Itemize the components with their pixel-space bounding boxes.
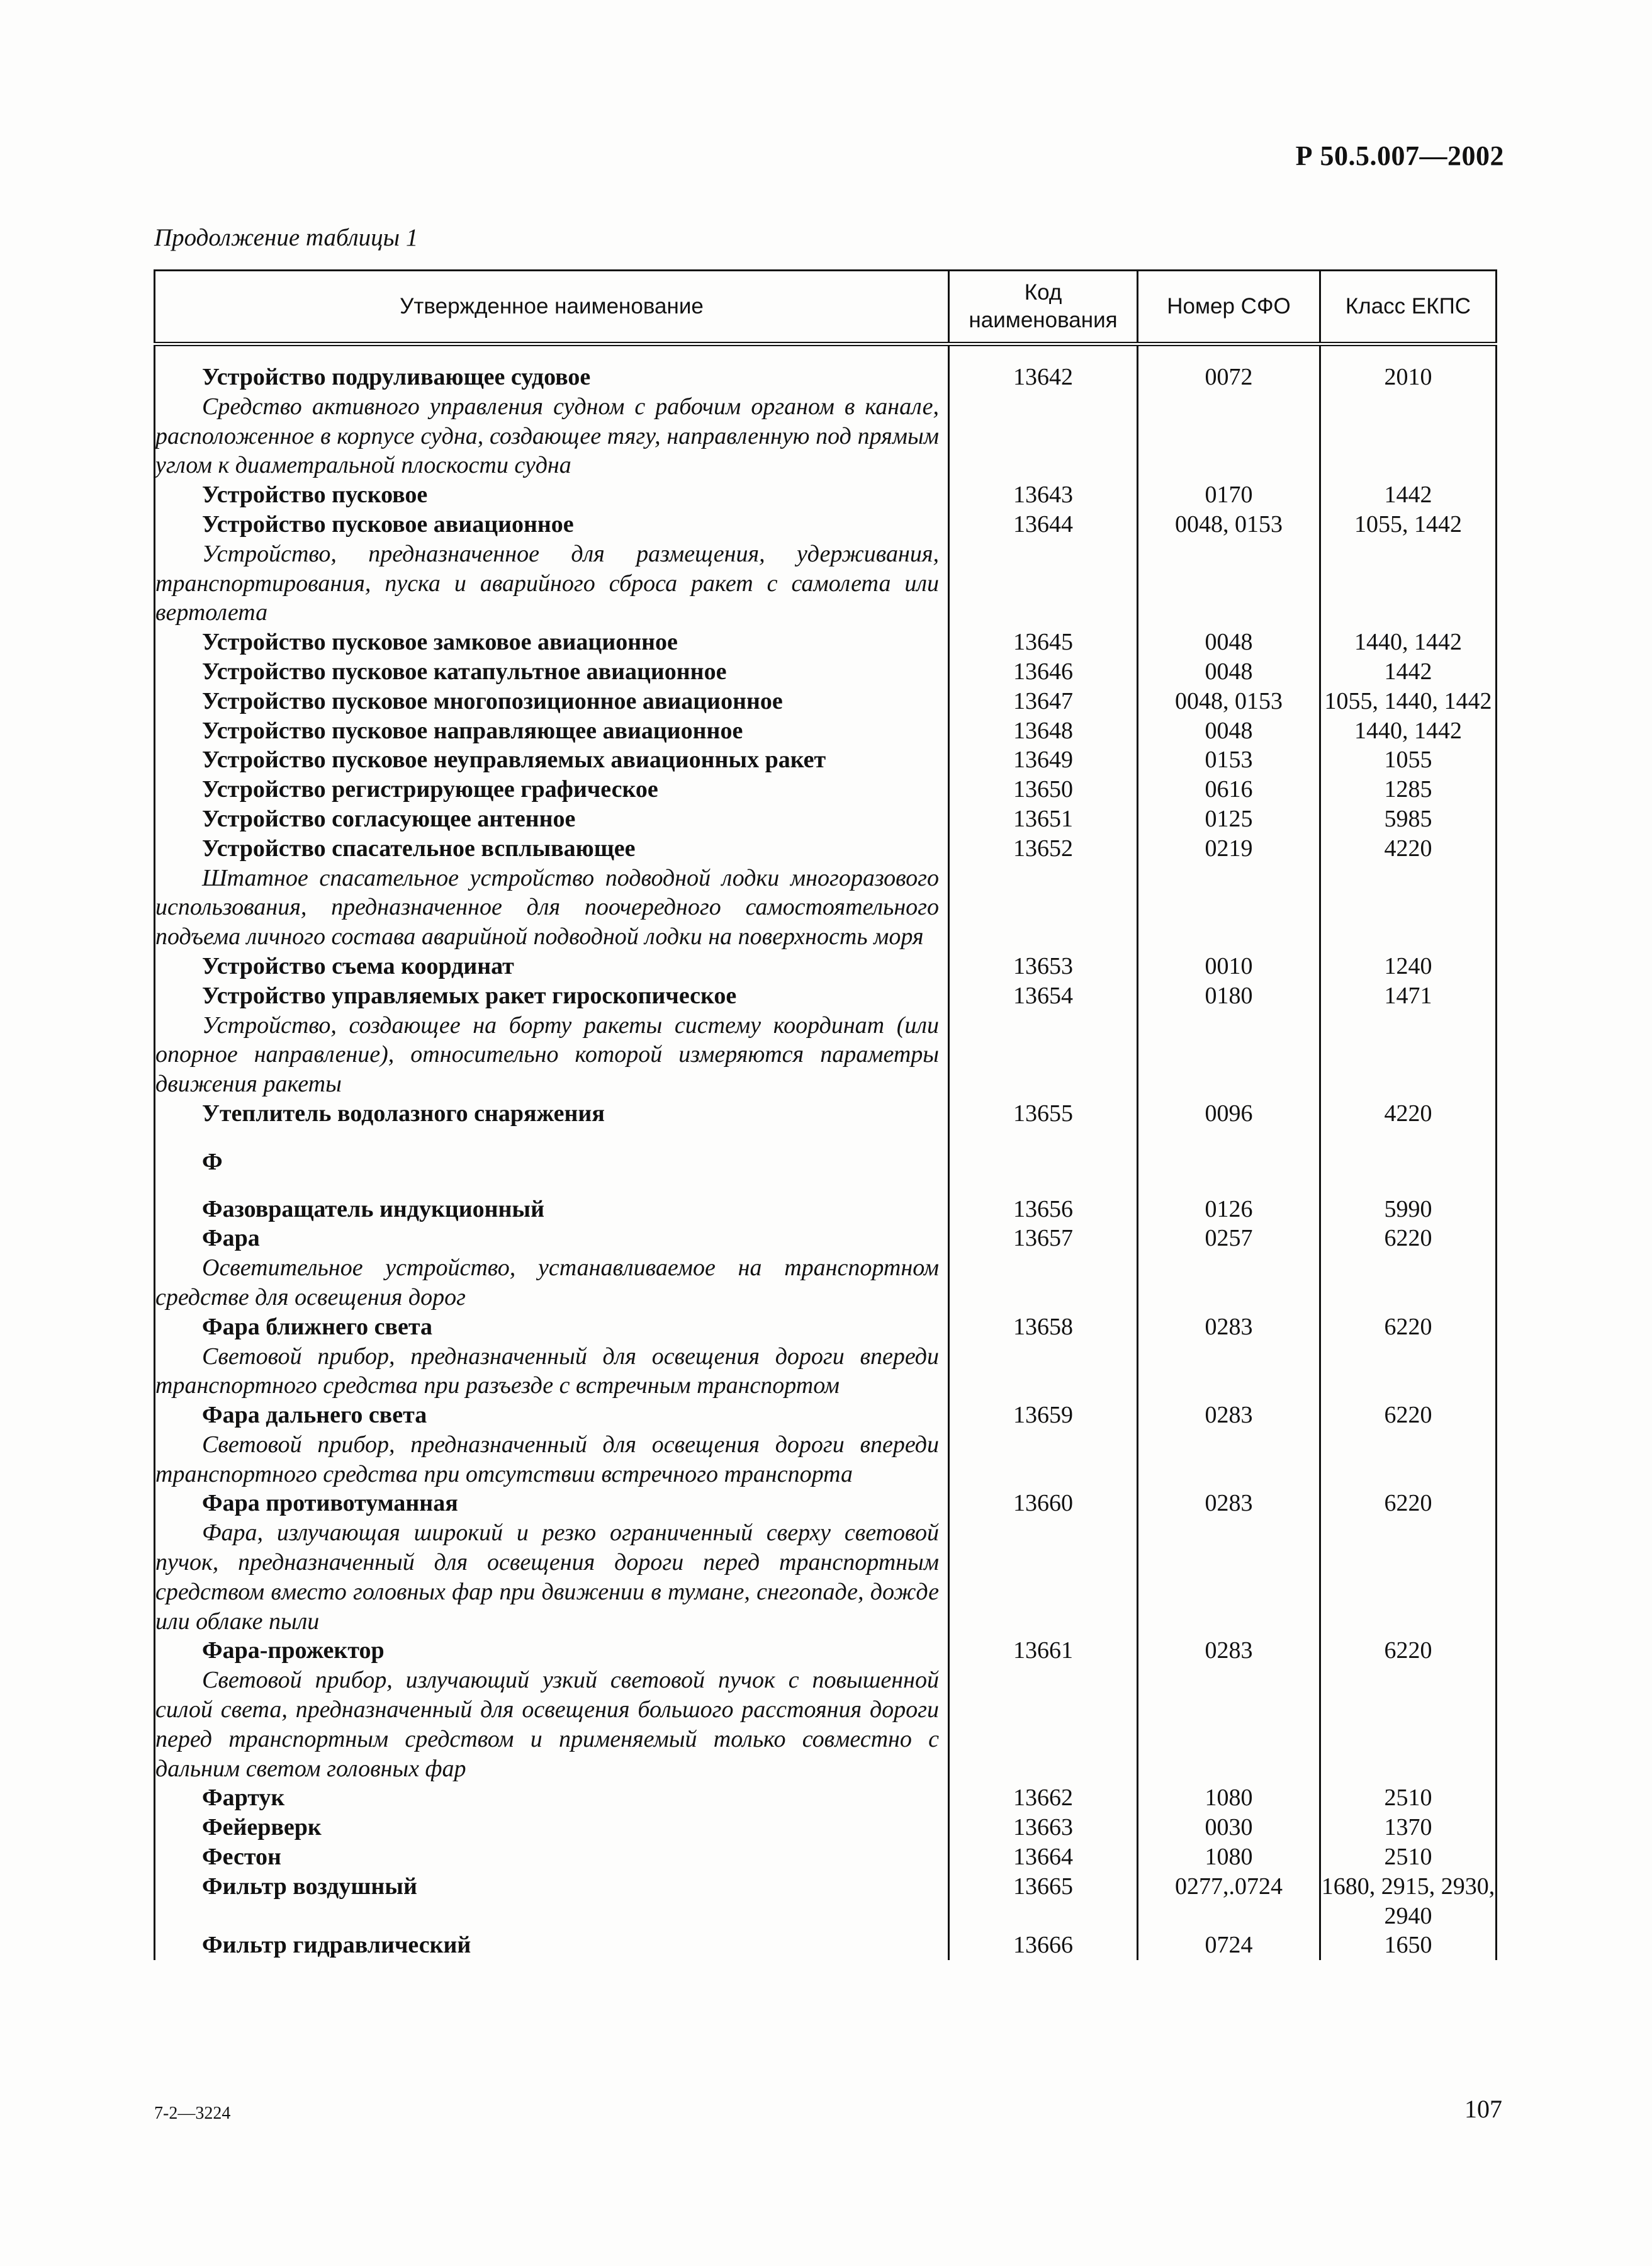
ekps-cell: 5985 xyxy=(1320,804,1497,834)
term-name: Фара дальнего света xyxy=(202,1402,427,1429)
code-cell: 13647 xyxy=(949,687,1138,716)
term-name: Фара противотуманная xyxy=(202,1490,458,1517)
code-cell: 13642 xyxy=(949,344,1138,481)
code-cell: 13666 xyxy=(949,1931,1138,1960)
ekps-cell: 1442 xyxy=(1320,657,1497,687)
code-cell: 13655 xyxy=(949,1099,1138,1129)
code-cell: 13658 xyxy=(949,1312,1138,1401)
term-cell xyxy=(155,1872,949,1931)
ekps-cell: 2510 xyxy=(1320,1783,1497,1813)
column-header-ekps: Класс ЕКПС xyxy=(1320,271,1497,344)
term-cell xyxy=(155,804,949,834)
table-row xyxy=(155,1636,1497,1783)
code-cell: 13648 xyxy=(949,716,1138,746)
ekps-cell: 6220 xyxy=(1320,1224,1497,1312)
table-row xyxy=(155,1842,1497,1872)
sfo-cell: 0170 xyxy=(1138,480,1320,510)
term-cell xyxy=(155,1813,949,1842)
code-cell: 13660 xyxy=(949,1489,1138,1636)
sfo-cell: 0126 xyxy=(1138,1195,1320,1224)
ekps-cell: 6220 xyxy=(1320,1312,1497,1401)
term-name: Устройство пусковое направляющее авиационное xyxy=(202,717,743,744)
ekps-cell: 1650 xyxy=(1320,1931,1497,1960)
sfo-cell: 0096 xyxy=(1138,1099,1320,1129)
term-definition: Световой прибор, излучающий узкий световой пучок с повышенной силой света, предназначенный для освещения большого расстояния дороги перед транспортным средством и применяемый только совместно с дальним светом головных фар xyxy=(155,1667,939,1782)
code-cell: 13643 xyxy=(949,480,1138,510)
term-cell xyxy=(155,657,949,687)
term-name: Фейерверк xyxy=(202,1814,322,1841)
print-code: 7-2—3224 xyxy=(154,2104,231,2123)
term-cell xyxy=(155,1636,949,1783)
section-letter: Ф xyxy=(202,1148,223,1175)
ekps-cell: 1442 xyxy=(1320,480,1497,510)
ekps-cell: 1680, 2915, 2930, 2940 xyxy=(1320,1872,1497,1931)
term-name: Фара-прожектор xyxy=(202,1637,385,1664)
sfo-cell: 1080 xyxy=(1138,1783,1320,1813)
sfo-cell: 0724 xyxy=(1138,1931,1320,1960)
code-cell: 13649 xyxy=(949,745,1138,775)
code-cell: 13656 xyxy=(949,1195,1138,1224)
table-row xyxy=(155,981,1497,1099)
ekps-cell: 4220 xyxy=(1320,834,1497,952)
table-row xyxy=(155,628,1497,657)
term-name: Устройство пусковое замковое авиационное xyxy=(202,629,678,656)
table-row xyxy=(155,745,1497,775)
table-body xyxy=(155,344,1497,1961)
term-name: Фильтр гидравлический xyxy=(202,1932,471,1959)
term-name: Устройство управляемых ракет гироскопическое xyxy=(202,982,737,1009)
code-cell: 13653 xyxy=(949,952,1138,981)
code-cell: 13650 xyxy=(949,775,1138,804)
table-row xyxy=(155,1813,1497,1842)
document-id: Р 50.5.007—2002 xyxy=(1295,140,1504,171)
term-name: Устройство пусковое авиационное xyxy=(202,510,574,538)
table-row xyxy=(155,1224,1497,1312)
ekps-cell: 5990 xyxy=(1320,1195,1497,1224)
code-cell: 13654 xyxy=(949,981,1138,1099)
table-caption: Продолжение таблицы 1 xyxy=(154,224,419,251)
term-cell xyxy=(155,1489,949,1636)
term-cell xyxy=(155,775,949,804)
code-cell: 13662 xyxy=(949,1783,1138,1813)
page-number: 107 xyxy=(1464,2095,1502,2123)
term-name: Фара xyxy=(202,1225,260,1252)
ekps-cell: 2510 xyxy=(1320,1842,1497,1872)
ekps-cell: 4220 xyxy=(1320,1099,1497,1129)
sfo-cell: 0283 xyxy=(1138,1636,1320,1783)
term-cell xyxy=(155,1842,949,1872)
table-row xyxy=(155,480,1497,510)
term-definition: Световой прибор, предназначенный для освещения дороги впереди транспортного средства при разъезде с встречным транспортом xyxy=(155,1343,939,1399)
ekps-cell: 2010 xyxy=(1320,344,1497,481)
term-name: Устройство спасательное всплывающее xyxy=(202,835,636,862)
table-row xyxy=(155,510,1497,628)
table-row xyxy=(155,1099,1497,1129)
term-name: Устройство съема координат xyxy=(202,952,514,979)
code-cell: 13663 xyxy=(949,1813,1138,1842)
table-header-row xyxy=(155,271,1497,344)
code-cell: 13657 xyxy=(949,1224,1138,1312)
code-cell: 13652 xyxy=(949,834,1138,952)
sfo-cell: 0030 xyxy=(1138,1813,1320,1842)
table-row xyxy=(155,687,1497,716)
term-cell xyxy=(155,1224,949,1312)
term-cell xyxy=(155,1783,949,1813)
term-name: Устройство подруливающее судовое xyxy=(202,364,591,390)
sfo-cell: 0072 xyxy=(1138,344,1320,481)
sfo-cell: 0048 xyxy=(1138,628,1320,657)
term-cell xyxy=(155,1931,949,1960)
term-name: Устройство пусковое xyxy=(202,482,428,509)
column-header-sfo: Номер СФО xyxy=(1138,271,1320,344)
term-cell xyxy=(155,745,949,775)
term-definition: Устройство, создающее на борту ракеты систему координат (или опорное направление), относительно которой измеряются параметры движения ракеты xyxy=(155,1012,939,1098)
term-cell xyxy=(155,1312,949,1401)
sfo-cell: 0125 xyxy=(1138,804,1320,834)
term-cell xyxy=(155,344,949,481)
ekps-cell: 1440, 1442 xyxy=(1320,716,1497,746)
sfo-cell: 0616 xyxy=(1138,775,1320,804)
term-cell xyxy=(155,981,949,1099)
term-definition: Средство активного управления судном с рабочим органом в канале, расположенное в корпусе судна, создающее тягу, направленную под прямым углом к диаметральной плоскости судна xyxy=(155,393,939,479)
ekps-cell: 1055 xyxy=(1320,745,1497,775)
code-cell: 13659 xyxy=(949,1401,1138,1489)
sfo-cell: 0277,.0724 xyxy=(1138,1872,1320,1931)
section-letter-row xyxy=(155,1129,1497,1195)
term-cell xyxy=(155,510,949,628)
ekps-cell: 1055, 1442 xyxy=(1320,510,1497,628)
table-row xyxy=(155,1312,1497,1401)
ekps-cell: 1055, 1440, 1442 xyxy=(1320,687,1497,716)
table-row xyxy=(155,1931,1497,1960)
term-name: Устройство согласующее антенное xyxy=(202,805,576,832)
term-definition: Осветительное устройство, устанавливаемое на транспортном средстве для освещения дорог xyxy=(155,1254,939,1311)
term-name: Устройство пусковое неуправляемых авиационных ракет xyxy=(202,747,826,774)
ekps-cell: 1240 xyxy=(1320,952,1497,981)
sfo-cell: 0180 xyxy=(1138,981,1320,1099)
sfo-cell: 0048, 0153 xyxy=(1138,687,1320,716)
ekps-cell: 6220 xyxy=(1320,1636,1497,1783)
code-cell: 13651 xyxy=(949,804,1138,834)
term-name: Фильтр воздушный xyxy=(202,1873,417,1900)
term-cell xyxy=(155,480,949,510)
term-cell xyxy=(155,1195,949,1224)
table-row xyxy=(155,344,1497,481)
code-cell: 13665 xyxy=(949,1872,1138,1931)
empty-cell xyxy=(1320,1129,1497,1195)
sfo-cell: 0010 xyxy=(1138,952,1320,981)
table-row xyxy=(155,1783,1497,1813)
term-name: Устройство регистрирующее графическое xyxy=(202,776,658,803)
sfo-cell: 0048 xyxy=(1138,716,1320,746)
ekps-cell: 6220 xyxy=(1320,1489,1497,1636)
code-cell: 13644 xyxy=(949,510,1138,628)
empty-cell xyxy=(1138,1129,1320,1195)
terms-table xyxy=(154,269,1497,1960)
term-cell xyxy=(155,1099,949,1129)
column-header-code: Код наименования xyxy=(949,271,1138,344)
term-name: Фестон xyxy=(202,1844,281,1871)
table-row xyxy=(155,834,1497,952)
table-row xyxy=(155,1872,1497,1931)
code-cell: 13664 xyxy=(949,1842,1138,1872)
ekps-cell: 1471 xyxy=(1320,981,1497,1099)
sfo-cell: 0153 xyxy=(1138,745,1320,775)
table-row xyxy=(155,952,1497,981)
sfo-cell: 0283 xyxy=(1138,1401,1320,1489)
sfo-cell: 0283 xyxy=(1138,1489,1320,1636)
table-row xyxy=(155,657,1497,687)
term-definition: Штатное спасательное устройство подводной лодки многоразового использования, предназначенное для поочередного самостоятельного подъема личного состава аварийной подводной лодки на поверхность моря xyxy=(155,864,939,950)
term-definition: Фара, излучающая широкий и резко ограниченный сверху световой пучок, предназначенный для освещения дороги перед транспортным средством вместо головных фар при движении в тумане, снегопаде, дожде или облаке пыли xyxy=(155,1519,939,1635)
ekps-cell: 1370 xyxy=(1320,1813,1497,1842)
sfo-cell: 0257 xyxy=(1138,1224,1320,1312)
term-name: Утеплитель водолазного снаряжения xyxy=(202,1100,605,1127)
code-cell: 13646 xyxy=(949,657,1138,687)
term-name: Устройство пусковое многопозиционное авиационное xyxy=(202,687,783,714)
table-row xyxy=(155,1489,1497,1636)
table-row xyxy=(155,716,1497,746)
term-cell xyxy=(155,716,949,746)
sfo-cell: 0048, 0153 xyxy=(1138,510,1320,628)
empty-cell xyxy=(949,1129,1138,1195)
term-name: Фара ближнего света xyxy=(202,1313,433,1340)
term-name: Фазовращатель индукционный xyxy=(202,1195,544,1222)
sfo-cell: 0283 xyxy=(1138,1312,1320,1401)
sfo-cell: 0219 xyxy=(1138,834,1320,952)
term-name: Фартук xyxy=(202,1784,285,1812)
term-name: Устройство пусковое катапультное авиационное xyxy=(202,658,727,685)
table-row xyxy=(155,1195,1497,1224)
term-cell xyxy=(155,952,949,981)
sfo-cell: 0048 xyxy=(1138,657,1320,687)
term-cell xyxy=(155,834,949,952)
table-row xyxy=(155,1401,1497,1489)
section-letter-cell xyxy=(155,1129,949,1195)
term-definition: Устройство, предназначенное для размещения, удерживания, транспортирования, пуска и аварийного сброса ракет с самолета или вертолета xyxy=(155,540,939,626)
code-cell: 13661 xyxy=(949,1636,1138,1783)
term-cell xyxy=(155,1401,949,1489)
code-cell: 13645 xyxy=(949,628,1138,657)
table-row xyxy=(155,775,1497,804)
ekps-cell: 6220 xyxy=(1320,1401,1497,1489)
term-definition: Световой прибор, предназначенный для освещения дороги впереди транспортного средства при отсутствии встречного транспорта xyxy=(155,1431,939,1487)
sfo-cell: 1080 xyxy=(1138,1842,1320,1872)
ekps-cell: 1440, 1442 xyxy=(1320,628,1497,657)
table-row xyxy=(155,804,1497,834)
column-header-name: Утвержденное наименование xyxy=(155,271,949,344)
term-cell xyxy=(155,628,949,657)
term-cell xyxy=(155,687,949,716)
ekps-cell: 1285 xyxy=(1320,775,1497,804)
